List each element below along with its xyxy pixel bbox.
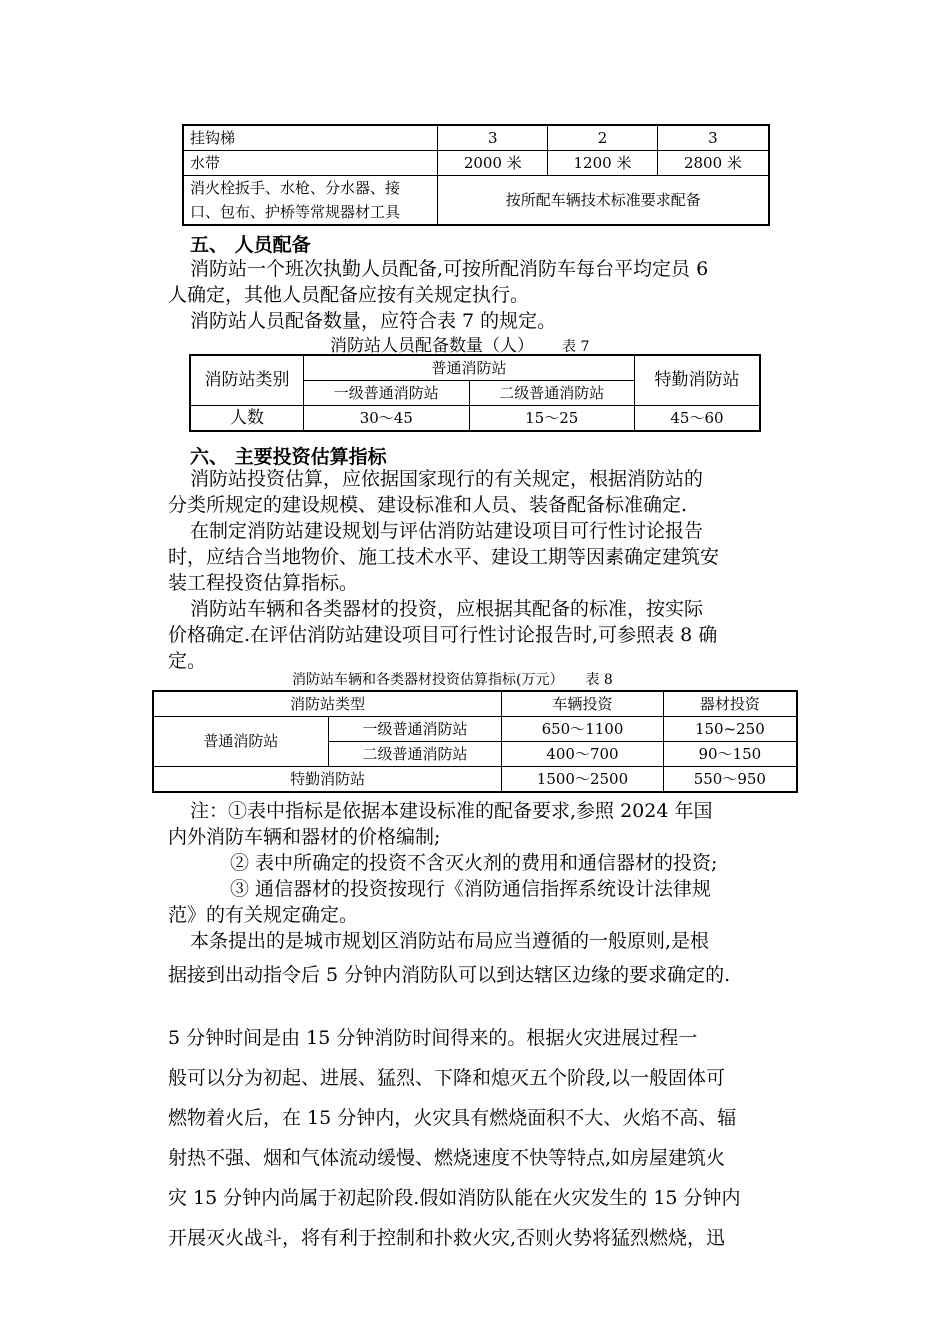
table-header: 一级普通消防站 (304, 381, 469, 406)
table-cell: 一级普通消防站 (328, 717, 501, 742)
text-line: 射热不强、烟和气体流动缓慢、燃烧速度不快等特点,如房屋建筑火 (168, 1147, 726, 1169)
text-line: 在制定消防站建设规划与评估消防站建设项目可行性讨论报告 (190, 520, 704, 542)
table-cell: 人数 (190, 406, 304, 432)
text-line: 装工程投资估算指标。 (168, 572, 359, 594)
table-caption: 消防站车辆和各类器材投资估算指标(万元） 表 8 (292, 672, 613, 688)
table-cell: 150~250 (663, 717, 797, 742)
table-cell: 15～25 (469, 406, 634, 432)
table-cell: 水带 (183, 151, 438, 176)
table-cell: 2 (548, 125, 658, 151)
table-cell (183, 176, 438, 226)
table-header: 器材投资 (663, 691, 797, 717)
paragraph (168, 1018, 808, 1258)
text-line: 价格确定.在评估消防站建设项目可行性讨论报告时,可参照表 8 确 (168, 624, 718, 646)
paragraph (168, 466, 808, 674)
table-cell: 2000 米 (438, 151, 548, 176)
table-header: 消防站类型 (153, 691, 502, 717)
text-line: 范》的有关规定确定。 (168, 904, 359, 926)
table-row (183, 176, 769, 226)
staffing-table (189, 354, 761, 432)
table-cell: 1500～2500 (502, 767, 664, 793)
text-line: 本条提出的是城市规划区消防站布局应当遵循的一般原则,是根 (190, 930, 710, 952)
text-line: 消防站人员配备数量，应符合表 7 的规定。 (190, 310, 557, 332)
text-line: 灾 15 分钟内尚属于初起阶段.假如消防队能在火灾发生的 15 分钟内 (168, 1187, 741, 1209)
text-line: 定。 (168, 650, 207, 672)
section-heading: 六、 主要投资估算指标 (190, 446, 387, 468)
table-row (190, 406, 760, 432)
table-caption: 消防站人员配备数量（人） 表 7 (330, 336, 590, 356)
table-cell: 3 (438, 125, 548, 151)
table-row (183, 125, 769, 151)
table-cell: 3 (657, 125, 769, 151)
cell-line: 消火栓扳手、水枪、分水器、接 (190, 179, 401, 197)
table-cell: 按所配车辆技术标准要求配备 (438, 176, 769, 226)
table-cell: 90～150 (663, 742, 797, 767)
table-cell: 特勤消防站 (153, 767, 502, 793)
table-header: 特勤消防站 (634, 355, 760, 406)
cell-line: 口、包布、护桥等常规器材工具 (190, 203, 401, 221)
table-cell: 400～700 (502, 742, 664, 767)
table-cell: 1200 米 (548, 151, 658, 176)
table-cell: 2800 米 (657, 151, 769, 176)
table-row (153, 691, 797, 717)
table-header: 消防站类别 (190, 355, 304, 406)
text-line: ③ 通信器材的投资按现行《消防通信指挥系统设计法律规 (230, 878, 712, 900)
section-heading: 五、 人员配备 (190, 234, 311, 256)
text-line: 内外消防车辆和器材的价格编制; (168, 826, 441, 848)
table-header: 车辆投资 (502, 691, 664, 717)
table-cell: 650～1100 (502, 717, 664, 742)
paragraph (168, 256, 808, 334)
table-row (183, 151, 769, 176)
text-line: 据接到出动指令后 5 分钟内消防队可以到达辖区边缘的要求确定的. (168, 964, 731, 986)
text-line: 消防站投资估算，应依据国家现行的有关规定，根据消防站的 (190, 468, 704, 490)
table-cell: 30～45 (304, 406, 469, 432)
notes (168, 798, 808, 988)
table-row (153, 767, 797, 793)
table-cell: 挂钩梯 (183, 125, 438, 151)
text-line: 5 分钟时间是由 15 分钟消防时间得来的。根据火灾进展过程一 (168, 1027, 698, 1049)
table-cell: 550～950 (663, 767, 797, 793)
investment-table (152, 690, 798, 793)
text-line: 分类所规定的建设规模、建设标准和人员、装备配备标准确定. (168, 494, 688, 516)
text-line: 注：①表中指标是依据本建设标准的配备要求,参照 2024 年国 (190, 800, 713, 822)
table-header: 普通消防站 (304, 355, 635, 381)
table-cell: 45～60 (634, 406, 760, 432)
equipment-table (182, 124, 770, 226)
text-line: 般可以分为初起、进展、猛烈、下降和熄灭五个阶段,以一般固体可 (168, 1067, 726, 1089)
table-row (153, 717, 797, 742)
text-line: ② 表中所确定的投资不含灭火剂的费用和通信器材的投资; (230, 852, 718, 874)
text-line: 消防站车辆和各类器材的投资，应根据其配备的标准，按实际 (190, 598, 704, 620)
text-line: 人确定，其他人员配备应按有关规定执行。 (168, 284, 530, 306)
table-cell: 普通消防站 (153, 717, 328, 767)
text-line: 燃物着火后，在 15 分钟内，火灾具有燃烧面积不大、火焰不高、辐 (168, 1107, 737, 1129)
text-line: 开展灭火战斗，将有利于控制和扑救火灾,否则火势将猛烈燃烧，迅 (168, 1227, 726, 1249)
table-header: 二级普通消防站 (469, 381, 634, 406)
text-line: 时，应结合当地物价、施工技术水平、建设工期等因素确定建筑安 (168, 546, 720, 568)
text-line: 消防站一个班次执勤人员配备,可按所配消防车每台平均定员 6 (190, 258, 709, 280)
table-cell: 二级普通消防站 (328, 742, 501, 767)
table-row (190, 355, 760, 381)
